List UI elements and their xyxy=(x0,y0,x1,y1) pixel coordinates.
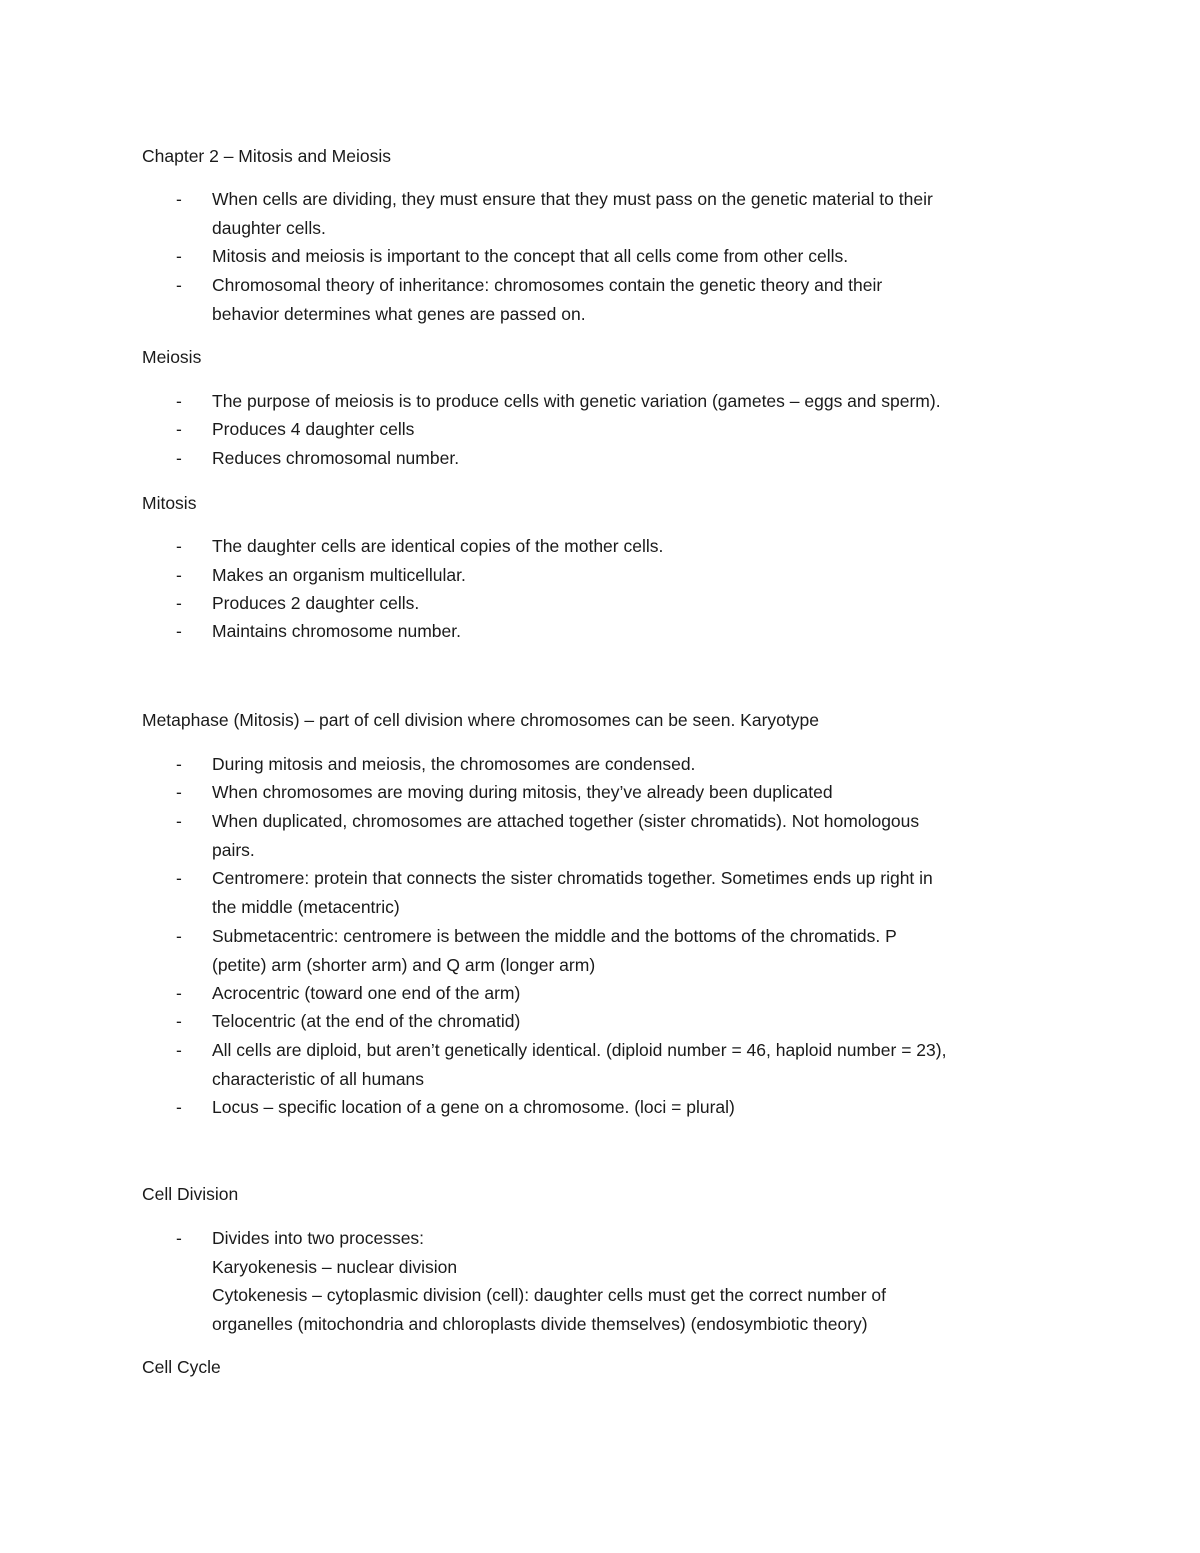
bullet-dash: - xyxy=(176,419,182,439)
list-item xyxy=(142,271,1062,328)
bullet-dash: - xyxy=(176,926,182,946)
list-item-text: Karyokenesis – nuclear division xyxy=(212,1256,458,1277)
list-item-text: All cells are diploid, but aren’t genetically identical. (diploid number = 46, haploid number = 23), xyxy=(212,1040,947,1060)
list-item-text: Produces 4 daughter cells xyxy=(212,419,415,439)
list-item xyxy=(142,415,1062,444)
bullet-dash: - xyxy=(176,565,182,585)
list-item xyxy=(142,561,1062,590)
list-item-text: daughter cells. xyxy=(212,217,326,238)
list-item-text: When cells are dividing, they must ensure that they must pass on the genetic material to their xyxy=(212,189,933,209)
bullet-dash: - xyxy=(176,593,182,613)
list-item xyxy=(142,617,1062,646)
document-title: Chapter 2 – Mitosis and Meiosis xyxy=(142,146,391,166)
section-heading-metaphase: Metaphase (Mitosis) – part of cell division where chromosomes can be seen. Karyotype xyxy=(142,710,819,730)
list-item-text: Produces 2 daughter cells. xyxy=(212,593,420,613)
list-item xyxy=(142,979,1062,1008)
bullet-dash: - xyxy=(176,754,182,774)
list-item xyxy=(142,589,1062,618)
bullet-dash: - xyxy=(176,1011,182,1031)
section-heading-mitosis: Mitosis xyxy=(142,493,197,513)
list-item-text: (petite) arm (shorter arm) and Q arm (longer arm) xyxy=(212,954,596,975)
list-item-text: Makes an organism multicellular. xyxy=(212,565,466,585)
list-item-text: During mitosis and meiosis, the chromosomes are condensed. xyxy=(212,754,696,774)
list-item-text: Reduces chromosomal number. xyxy=(212,448,460,468)
list-item xyxy=(142,444,1062,473)
bullet-dash: - xyxy=(176,811,182,831)
list-item-text: The purpose of meiosis is to produce cells with genetic variation (gametes – eggs and sperm). xyxy=(212,391,941,411)
bullet-dash: - xyxy=(176,391,182,411)
list-item-text: Telocentric (at the end of the chromatid) xyxy=(212,1011,521,1031)
bullet-dash: - xyxy=(176,983,182,1003)
list-item-text: Acrocentric (toward one end of the arm) xyxy=(212,983,521,1003)
section-heading-cell-cycle: Cell Cycle xyxy=(142,1357,221,1377)
list-item-text: Chromosomal theory of inheritance: chromosomes contain the genetic theory and their xyxy=(212,275,883,295)
list-item-text: Maintains chromosome number. xyxy=(212,621,461,641)
list-item xyxy=(142,1036,1062,1093)
list-item-text: behavior determines what genes are passed on. xyxy=(212,303,586,324)
list-item xyxy=(142,532,1062,561)
section-heading-meiosis: Meiosis xyxy=(142,347,202,367)
bullet-dash: - xyxy=(176,275,182,295)
list-item xyxy=(142,750,1062,779)
list-item xyxy=(142,778,1062,807)
list-item-text: pairs. xyxy=(212,839,255,860)
bullet-dash: - xyxy=(176,536,182,556)
bullet-dash: - xyxy=(176,448,182,468)
list-item xyxy=(142,1007,1062,1036)
list-item-text: Centromere: protein that connects the sister chromatids together. Sometimes ends up right in xyxy=(212,868,933,888)
list-item xyxy=(142,1224,1062,1339)
bullet-dash: - xyxy=(176,868,182,888)
list-item xyxy=(142,922,1062,979)
bullet-dash: - xyxy=(176,246,182,266)
list-item-text: Cytokenesis – cytoplasmic division (cell): daughter cells must get the correct number of xyxy=(212,1285,887,1306)
list-item xyxy=(142,864,1062,921)
list-item-text: characteristic of all humans xyxy=(212,1068,425,1089)
list-item-text: Mitosis and meiosis is important to the concept that all cells come from other cells. xyxy=(212,246,849,266)
list-item-text: When chromosomes are moving during mitosis, they’ve already been duplicated xyxy=(212,782,833,802)
list-item xyxy=(142,387,1062,416)
section-heading-cell-division: Cell Division xyxy=(142,1184,239,1204)
list-item-text: Divides into two processes: xyxy=(212,1228,425,1248)
list-item-text: organelles (mitochondria and chloroplasts divide themselves) (endosymbiotic theory) xyxy=(212,1314,868,1335)
list-item-text: Submetacentric: centromere is between the middle and the bottoms of the chromatids. P xyxy=(212,926,897,946)
list-item xyxy=(142,1093,1062,1122)
list-item-text: Locus – specific location of a gene on a chromosome. (loci = plural) xyxy=(212,1097,735,1117)
list-item-text: the middle (metacentric) xyxy=(212,896,400,917)
list-item xyxy=(142,807,1062,864)
list-item-text: When duplicated, chromosomes are attached together (sister chromatids). Not homologous xyxy=(212,811,920,831)
list-item-text: The daughter cells are identical copies of the mother cells. xyxy=(212,536,664,556)
bullet-dash: - xyxy=(176,621,182,641)
list-item xyxy=(142,242,1062,271)
bullet-dash: - xyxy=(176,189,182,209)
bullet-dash: - xyxy=(176,782,182,802)
list-item xyxy=(142,185,1062,242)
bullet-dash: - xyxy=(176,1040,182,1060)
bullet-dash: - xyxy=(176,1097,182,1117)
bullet-dash: - xyxy=(176,1228,182,1248)
